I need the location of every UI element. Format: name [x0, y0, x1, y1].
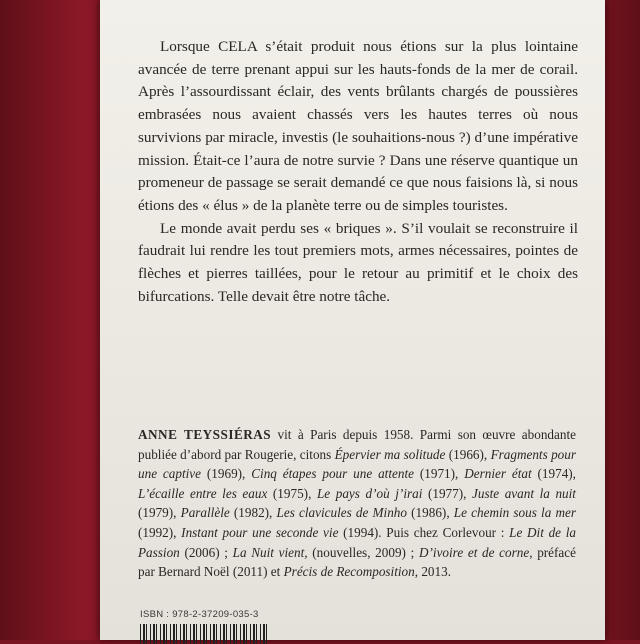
bio-work-title: Fragments pour une captive — [138, 446, 576, 482]
bio-work-title: La Nuit vient, — [232, 544, 308, 560]
bio-work-title: Cinq étapes pour une attente — [251, 466, 414, 482]
bio-work-title: Le Dit de la Passion — [138, 524, 577, 560]
bio-text: vit à Paris depuis 1958. Parmi son œuvre abondante publiée d’abord par Rougerie, citons — [138, 427, 576, 462]
bio-work-title: Les clavicules de Minho — [276, 505, 407, 521]
bio-text: (1986), — [406, 505, 454, 521]
bio-text: préfacé par Bernard Noël (2011) et — [138, 544, 576, 580]
bio-text: (2006) ; — [179, 544, 233, 560]
bio-work-title: D’ivoire et de corne, — [418, 544, 533, 560]
bio-work-title: Dernier état — [464, 466, 532, 482]
bio-text: (nouvelles, 2009) ; — [307, 544, 419, 560]
bio-work-title: Instant pour une seconde vie — [181, 524, 339, 540]
bio-work-title: Le pays d’où j’irai — [316, 485, 423, 501]
bio-text: (1992), — [138, 524, 182, 540]
excerpt-text — [138, 36, 578, 308]
bio-work-title: L’écaille entre les eaux — [138, 485, 268, 501]
bio-work-title: Juste avant la nuit — [472, 485, 576, 501]
isbn-label: ISBN : 978-2-37209-035-3 — [140, 609, 259, 620]
book-back-cover — [100, 0, 605, 640]
bio-work-title: Parallèle — [180, 505, 230, 521]
bio-text: (1974), — [531, 466, 576, 482]
excerpt-paragraph-2: Le monde avait perdu ses « briques ». S’il voulait se reconstruire il faudrait lui rendre les tout premiers mots, armes nécessaires, pointes de flèches et pierres taillées, pour le retour au primitif et le choix des bifurcations. Telle devait être notre tâche. — [138, 219, 578, 305]
bio-text: (1979), — [138, 505, 181, 521]
excerpt-paragraph-1: Lorsque CELA s’était produit nous étions sur la plus lointaine avancée de terre prenant appui sur les hauts-fonds de la mer de corail. Après l’assourdissant éclair, des vents brûlants chargés de poussières embrasées nous avaient chassés vers les hautes terres où nous survivions par miracle, investis (le souhaitions-nous ?) d’une impérative mission. Était-ce l’aura de notre survie ? Dans une réserve quantique un promeneur de passage se serait demandé ce que nous faisions là, si nous étions des « élus » de la planète terre ou de simples touristes. — [138, 38, 578, 214]
bio-text: , 2013. — [414, 564, 451, 580]
author-name: ANNE TEYSSIÉRAS — [138, 427, 272, 442]
bio-work-title: Précis de Recomposition — [283, 564, 415, 580]
bio-text: (1982), — [229, 505, 277, 521]
bio-text: (1966), — [445, 446, 491, 462]
barcode — [140, 624, 270, 644]
bio-text: (1994). Puis chez Corlevour : — [338, 524, 510, 540]
author-biography — [138, 425, 576, 582]
bio-text: (1969), — [201, 466, 252, 482]
bio-text: (1975), — [267, 485, 317, 501]
bio-work-title: Épervier ma solitude — [334, 446, 446, 462]
bio-work-title: Le chemin sous la mer — [453, 505, 576, 521]
bio-text: (1971), — [413, 466, 465, 482]
bio-text: (1977), — [422, 485, 473, 501]
